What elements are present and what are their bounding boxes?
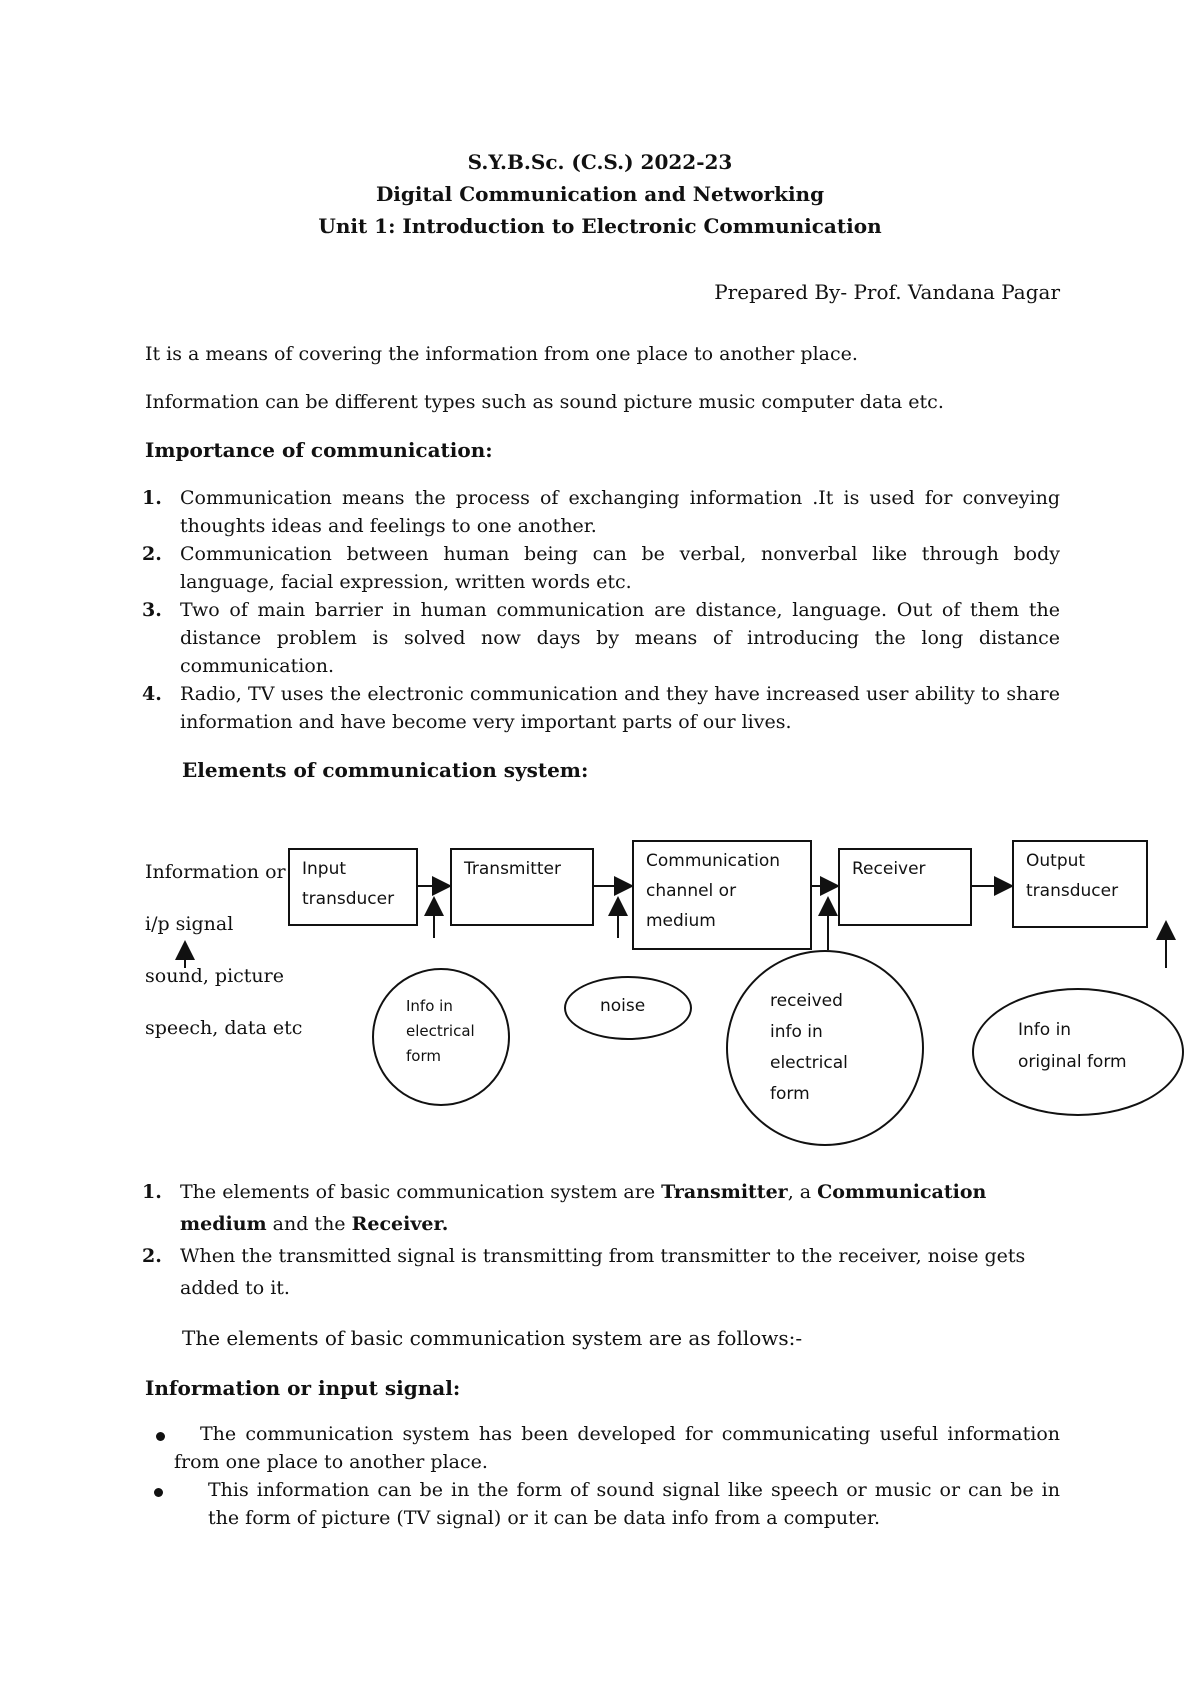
unit-title: Unit 1: Introduction to Electronic Communication [318, 214, 882, 238]
list-text: Radio, TV uses the electronic communication and they have increased user ability to share information and have become very important parts of our lives. [180, 683, 1060, 733]
receiver-box [838, 848, 972, 926]
box-label: transducer [1026, 881, 1119, 901]
noise-ellipse [564, 976, 692, 1040]
diagram-left-label: sound, picture [145, 965, 284, 987]
subject-title: Digital Communication and Networking [375, 182, 825, 206]
list-number: 2. [142, 1245, 162, 1267]
box-label: channel or [646, 881, 737, 901]
ellipse-label: Info in [406, 997, 453, 1015]
list-text: and the [266, 1213, 352, 1235]
author-line: Prepared By- Prof. Vandana Pagar [714, 280, 1060, 304]
elements-follows-line: The elements of basic communication system are as follows:- [182, 1326, 803, 1350]
list-number: 2. [142, 543, 162, 565]
list-text-bold: Communication medium [180, 1181, 987, 1235]
bullet-item: The communication system has been developed for communicating useful information from one place to another place. [174, 1423, 1060, 1473]
course-title: S.Y.B.Sc. (C.S.) 2022-23 [467, 150, 733, 174]
list-text: The elements of basic communication system are [180, 1181, 662, 1203]
diagram-left-label: speech, data etc [145, 1017, 303, 1039]
diagram-left-label: i/p signal [145, 913, 234, 935]
ellipse-label: info in [770, 1022, 823, 1042]
list-item [142, 1240, 1060, 1304]
bullet-icon [154, 1488, 163, 1497]
list-text: Communication means the process of exchanging information .It is used for conveying thoughts ideas and feelings to one another. [180, 487, 1060, 537]
list-number: 4. [142, 683, 162, 705]
list-number: 1. [142, 487, 162, 509]
elements-heading: Elements of communication system: [182, 758, 589, 782]
ellipse-label: Info in [1018, 1020, 1072, 1040]
box-label: Receiver [852, 859, 926, 879]
channel-box [632, 840, 812, 950]
intro-paragraph-1: It is a means of covering the information from one place to another place. [145, 343, 858, 365]
received-info-ellipse [726, 950, 924, 1146]
list-number: 3. [142, 599, 162, 621]
ellipse-label: electrical [770, 1053, 848, 1073]
ellipse-label: original form [1018, 1052, 1127, 1072]
transmitter-box [450, 848, 594, 926]
info-electrical-ellipse [372, 968, 510, 1106]
input-transducer-box [288, 848, 418, 926]
list-item [142, 680, 1060, 736]
list-item [142, 596, 1060, 680]
box-label: Input [302, 859, 347, 879]
box-label: Transmitter [464, 859, 561, 879]
list-item [142, 484, 1060, 540]
bullet-icon [156, 1432, 165, 1441]
ellipse-label: form [770, 1084, 810, 1104]
list-text: When the transmitted signal is transmitting from transmitter to the receiver, noise gets added to it. [180, 1245, 1026, 1299]
ellipse-label: electrical [406, 1022, 475, 1040]
box-label: Output [1026, 851, 1086, 871]
box-label: medium [646, 911, 716, 931]
diagram-left-label: Information or [145, 861, 286, 883]
list-text-bold: Transmitter [661, 1181, 788, 1203]
importance-heading: Importance of communication: [145, 438, 493, 462]
output-transducer-box [1012, 840, 1148, 928]
list-item [142, 540, 1060, 596]
box-label: transducer [302, 889, 395, 909]
ellipse-label: noise [600, 996, 646, 1016]
list-text: Communication between human being can be verbal, nonverbal like through body language, facial expression, written words etc. [180, 543, 1060, 593]
list-number: 1. [142, 1181, 162, 1203]
list-text: , a [787, 1181, 818, 1203]
original-form-ellipse [972, 988, 1184, 1116]
list-text-bold: Receiver. [351, 1213, 449, 1235]
communication-block-diagram [0, 820, 1200, 1140]
box-label: Communication [646, 851, 780, 871]
intro-paragraph-2: Information can be different types such as sound picture music computer data etc. [145, 391, 944, 413]
ellipse-label: form [406, 1047, 441, 1065]
bullet-item: This information can be in the form of sound signal like speech or music or can be in the form of picture (TV signal) or it can be data info from a computer. [208, 1479, 1060, 1529]
info-signal-heading: Information or input signal: [145, 1376, 461, 1400]
list-text: Two of main barrier in human communication are distance, language. Out of them the distance problem is solved now days by means of introducing the long distance communication. [180, 599, 1060, 677]
list-item [142, 1176, 1060, 1240]
ellipse-label: received [770, 991, 843, 1011]
